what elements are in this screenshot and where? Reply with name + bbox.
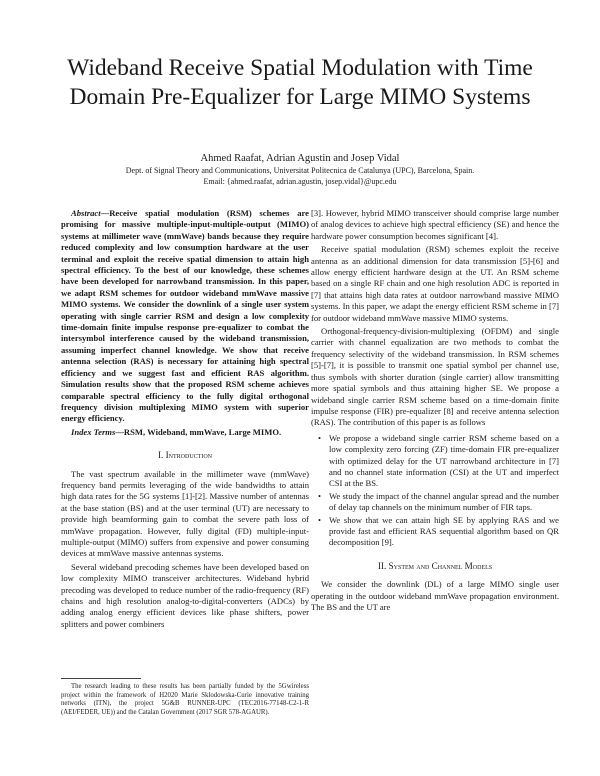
index-terms-text: —RSM, Wideband, mmWave, Large MIMO. — [115, 426, 282, 437]
bullet-icon: • — [318, 514, 322, 525]
contribution-item: • We show that we can attain high SE by applying RAS and we provide fast and efficient RAS sequential algorithm based on QR decomposition [9]. — [318, 514, 559, 548]
system-model-paragraph-1: We consider the downlink (DL) of a large MIMO single user operating in the outdoor wideband mmWave propagation environment. The BS and the UT are — [311, 579, 559, 612]
contribution-list — [311, 433, 559, 549]
right-column — [311, 208, 559, 615]
section-heading-introduction: I. Introduction — [157, 450, 213, 461]
intro-paragraph-2-continued: [3]. However, hybrid MIMO transceiver should comprise large number of analog devices to achieve high spectral efficiency (SE) and hence the hardware power consumption becomes significant [4]. — [311, 208, 559, 241]
intro-paragraph-3: Receive spatial modulation (RSM) schemes exploit the receive antenna as an additional dimension for data transmission [5]-[6] and allow energy efficient hardware design at the UT. An RSM scheme based on a single RF chain and one high resolution ADC is reported in [7] that attains high data rates at outdoor narrowband massive MIMO systems. In this paper, we adapt the energy efficient RSM scheme in [7] for outdoor wideband mmWave massive MIMO systems. — [311, 244, 559, 323]
footnote-text: The research leading to these results has been partially funded by the 5Gwireless project within the framework of H2020 Marie Sklodowska-Curie innovative training networks (ITN), the project 5G&B RUNNER-UPC (TEC2016-77148-C2-1-R (AEI/FEDER, UE)) and the Catalan Government (2017 SGR 578-AGAUR). — [61, 683, 309, 716]
left-column — [61, 208, 309, 632]
intro-paragraph-4: Orthogonal-frequency-division-multiplexing (OFDM) and single carrier with channel equalization are two methods to combat the frequency selectivity of the wideband transmission. In RSM schemes [5]-[7], it is possible to transmit one spatial symbol per channel use, thus symbols with shorter duration (single carrier) allow transmitting more spatial symbols and thus attaining higher SE. We propose a wideband single carrier RSM scheme based on a time-domain finite impulse response (FIR) pre-equalizer [8] and receive antenna selection (RAS). The contribution of this paper is as follows — [311, 326, 559, 428]
abstract-text: —Receive spatial modulation (RSM) schemes are promising for massive multiple-input-multiple-output (MIMO) systems at millimeter wave (mmWave) bands because they require reduced complexity and low consumption hardware at the user terminal and exploit the receive spatial dimension to attain high spectral efficiency. To the best of our knowledge, these schemes have been developed for narrowband transmission. In this paper, we adapt RSM schemes for outdoor wideband mmWave massive MIMO systems. We consider the downlink of a single user system operating with single carrier RSM and design a low complexity time-domain finite impulse response pre-equalizer to combat the intersymbol interference caused by the wideband transmission, assuming imperfect channel knowledge. We show that receive antenna selection (RAS) is necessary for attaining high spectral efficiency and we suggest fast and efficient RAS algorithm. Simulation results show that the proposed RSM scheme achieves comparable spectral efficiency to the fully digital orthogonal frequency division multiplexing MIMO system with superior energy efficiency. — [61, 208, 309, 424]
abstract — [61, 208, 309, 425]
author-list: Ahmed Raafat, Adrian Agustin and Josep Vidal — [200, 153, 400, 164]
footnote-divider — [61, 678, 141, 679]
index-terms — [61, 427, 309, 438]
paper-title: Wideband Receive Spatial Modulation with Time Domain Pre-Equalizer for Large MIMO Systems — [67, 55, 533, 110]
bullet-icon: • — [318, 490, 322, 501]
email-line: Email: {ahmed.raafat, adrian.agustin, josep.vidal}@upc.edu — [203, 176, 397, 186]
affiliation: Dept. of Signal Theory and Communications, Universitat Politecnica de Catalunya (UPC), Barcelona, Spain. — [125, 166, 475, 175]
abstract-label: Abstract — [71, 208, 101, 218]
intro-paragraph-2: Several wideband precoding schemes have been developed based on low complexity MIMO transceiver architectures. Wideband hybrid precoding was developed to reduce number of the radio-frequency (RF) chains and high resolution analog-to-digital-converters (ADCs) by adding analog energy efficient devices like phase shifters, power splitters and power combiners — [61, 561, 309, 629]
section-heading-system-model: II. System and Channel Models — [377, 560, 493, 571]
footnote — [61, 683, 309, 717]
contribution-item: • We study the impact of the channel angular spread and the number of delay tap channels on the minimum number of FIR taps. — [318, 490, 559, 513]
affiliation-block — [30, 166, 570, 187]
intro-paragraph-1: The vast spectrum available in the millimeter wave (mmWave) frequency band permits leveraging of the wide bandwidths to attain high data rates for the 5G systems [1]-[2]. Massive number of antennas at the base station (BS) and at the user terminal (UT) are necessary to provide high beamforming gain to combat the severe path loss of mmWave propagation. However, fully digital (FD) multiple-input-multiple-output (MIMO) suffers from expensive and power consuming devices at mmWave massive antennas systems. — [61, 468, 309, 559]
contribution-item: • We propose a wideband single carrier RSM scheme based on a low complexity zero forcing (ZF) time-domain FIR pre-equalizer with optimized delay for the UT narrowband architecture in [7] and no channel state information (CSI) at the UT and imperfect CSI at the BS. — [318, 432, 559, 489]
bullet-icon: • — [318, 432, 322, 443]
index-terms-label: Index Terms — [71, 426, 116, 437]
